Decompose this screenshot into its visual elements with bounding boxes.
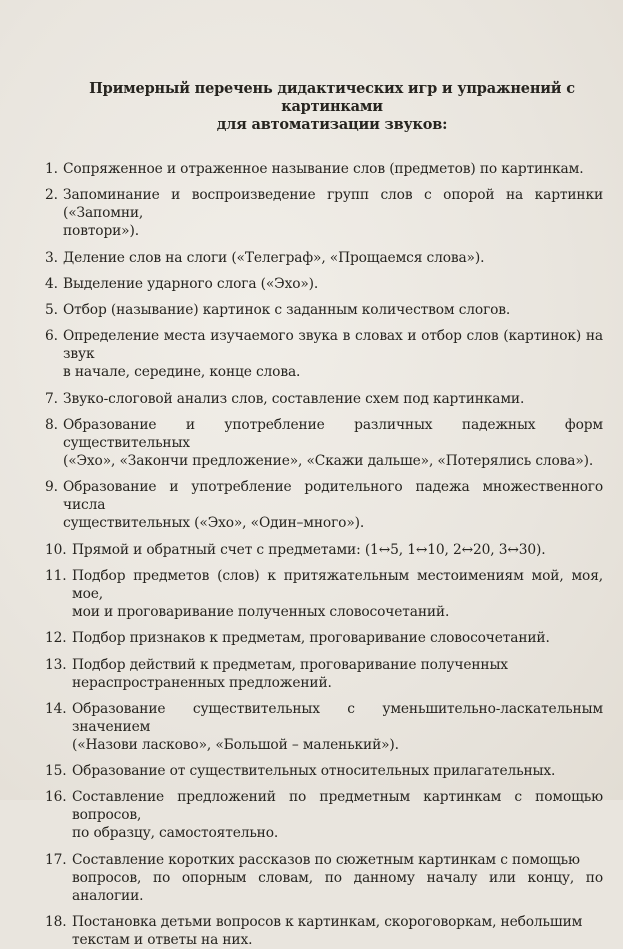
item-line: Подбор признаков к предметам, проговаривание словосочетаний.: [72, 630, 550, 647]
item-line: нераспространенных предложений.: [72, 674, 332, 691]
item-line: Подбор предметов (слов) к притяжательным местоимениям мой, моя, мое,: [72, 567, 603, 602]
item-text: [63, 275, 603, 293]
item-text: [72, 656, 603, 692]
list-item: [45, 478, 603, 532]
item-line: Составление коротких рассказов по сюжетным картинкам с помощью: [72, 851, 580, 868]
item-text: [63, 390, 603, 408]
item-text: [72, 788, 603, 842]
item-number: 14.: [45, 700, 67, 717]
item-text: [72, 913, 603, 949]
list-item: [45, 249, 603, 267]
item-line: Подбор действий к предметам, проговаривание полученных: [72, 656, 508, 673]
item-line: Отбор (называние) картинок с заданным количеством слогов.: [63, 302, 511, 319]
item-line: вопросов, по опорным словам, по данному началу или концу, по аналогии.: [72, 869, 603, 904]
list-item: [45, 913, 603, 949]
item-line: повтори»).: [63, 223, 139, 240]
list-item: [45, 567, 603, 621]
item-number: 12.: [45, 630, 67, 647]
item-number: 5.: [45, 302, 58, 319]
item-text: [72, 851, 603, 905]
item-number: 6.: [45, 328, 58, 345]
list-item: [45, 629, 603, 647]
item-line: мои и проговаривание полученных словосочетаний.: [72, 603, 450, 620]
list-item: [45, 186, 603, 240]
title-line-1: Примерный перечень дидактических игр и упражнений с картинками: [89, 80, 575, 115]
item-number: 2.: [45, 187, 58, 204]
item-text: [63, 160, 603, 178]
item-text: [63, 186, 603, 240]
item-line: Выделение ударного слога («Эхо»).: [63, 275, 319, 292]
item-line: («Эхо», «Закончи предложение», «Скажи дальше», «Потерялись слова»).: [63, 453, 594, 470]
list-item: [45, 656, 603, 692]
item-line: Сопряженное и отраженное называние слов (предметов) по картинкам.: [63, 161, 584, 177]
list-item: [45, 700, 603, 754]
item-text: [63, 301, 603, 319]
item-number: 1.: [45, 161, 58, 177]
item-number: 10.: [45, 541, 67, 558]
list-item: [45, 416, 603, 470]
item-number: 3.: [45, 249, 58, 266]
item-text: [72, 629, 603, 647]
list-item: [45, 390, 603, 408]
item-text: [72, 567, 603, 621]
item-number: 15.: [45, 763, 67, 780]
item-number: 4.: [45, 275, 58, 292]
item-text: [72, 541, 603, 559]
list-item: [45, 275, 603, 293]
item-text: [63, 327, 603, 381]
item-number: 11.: [45, 567, 67, 584]
item-line: Запоминание и воспроизведение групп слов с опорой на картинки («Запомни,: [63, 187, 603, 222]
item-line: Звуко-слоговой анализ слов, составление схем под картинками.: [63, 390, 525, 407]
item-line: по образцу, самостоятельно.: [72, 825, 279, 842]
list-item: [45, 851, 603, 905]
item-line: Составление предложений по предметным картинкам с помощью вопросов,: [72, 789, 603, 824]
list-item: [45, 327, 603, 381]
item-line: в начале, середине, конце слова.: [63, 364, 301, 381]
list-item: [45, 160, 603, 178]
list-item: [45, 762, 603, 780]
games-list: [45, 160, 603, 949]
item-number: 7.: [45, 390, 58, 407]
item-number: 18.: [45, 914, 67, 931]
item-number: 8.: [45, 417, 58, 434]
item-line: («Назови ласково», «Большой – маленький»).: [72, 736, 399, 753]
item-number: 16.: [45, 789, 67, 806]
item-line: существительных («Эхо», «Один–много»).: [63, 515, 365, 532]
item-text: [63, 416, 603, 470]
list-item: [45, 788, 603, 842]
item-line: текстам и ответы на них.: [72, 932, 253, 949]
list-item: [45, 301, 603, 319]
page-title: [45, 80, 603, 134]
list-item: [45, 541, 603, 559]
item-text: [72, 762, 603, 780]
item-line: Образование и употребление различных падежных форм существительных: [63, 417, 603, 452]
item-number: 9.: [45, 479, 58, 496]
item-line: Образование и употребление родительного падежа множественного числа: [63, 479, 603, 514]
item-text: [72, 700, 603, 754]
item-line: Деление слов на слоги («Телеграф», «Прощаемся слова»).: [63, 249, 485, 266]
item-line: Образование существительных с уменьшительно-ласкательным значением: [72, 700, 603, 735]
item-line: Образование от существительных относительных прилагательных.: [72, 763, 556, 780]
title-line-2: для автоматизации звуков:: [216, 116, 448, 133]
item-text: [63, 249, 603, 267]
item-text: [63, 478, 603, 532]
item-number: 13.: [45, 656, 67, 673]
item-number: 17.: [45, 851, 67, 868]
item-line: Определение места изучаемого звука в словах и отбор слов (картинок) на звук: [63, 328, 603, 363]
item-line: Постановка детьми вопросов к картинкам, скороговоркам, небольшим: [72, 914, 583, 931]
item-line: Прямой и обратный счет с предметами: (1↔5, 1↔10, 2↔20, 3↔30).: [72, 541, 546, 558]
